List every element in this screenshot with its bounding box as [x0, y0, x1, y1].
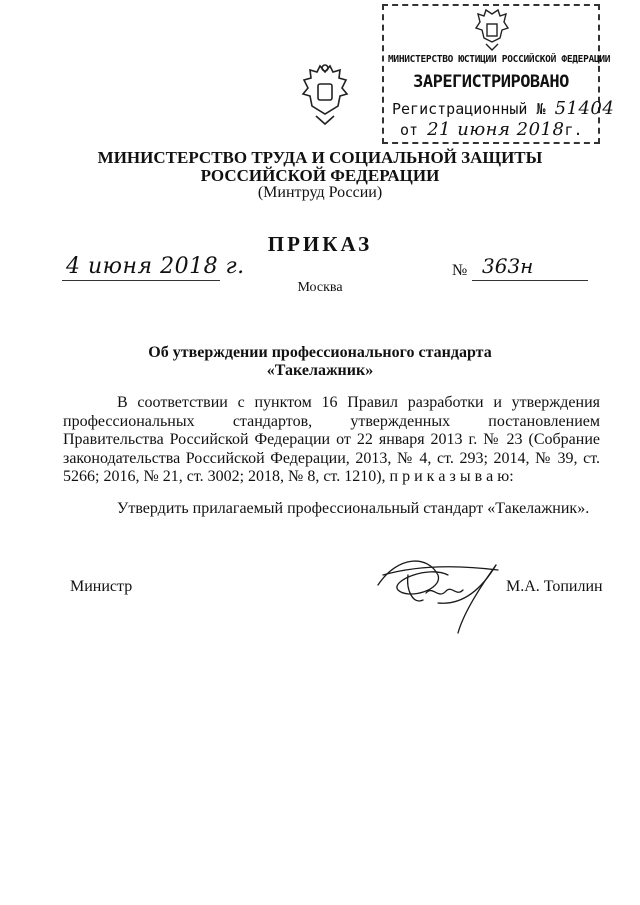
- signature-icon: [368, 545, 518, 635]
- stamp-date-prefix: от: [400, 121, 419, 139]
- ministry-name-line2: РОССИЙСКОЙ ФЕДЕРАЦИИ: [200, 166, 440, 185]
- order-number: 363н: [482, 254, 534, 278]
- stamp-date-value: 21 июня 2018: [427, 119, 565, 140]
- order-date: 4 июня 2018 г.: [66, 254, 245, 279]
- stamp-ministry-text: МИНИСТЕРСТВО ЮСТИЦИИ РОССИЙСКОЙ ФЕДЕРАЦИИ: [388, 54, 611, 65]
- order-decision: Утвердить прилагаемый профессиональный стандарт «Такелажник».: [117, 500, 590, 517]
- order-number-label: №: [452, 262, 468, 279]
- minister-position: Министр: [70, 578, 133, 595]
- order-body-paragraph: В соответствии с пунктом 16 Правил разработки и утверждения профессиональных стандартов, утвержденных постановлением Правительства Российской Федерации от 22 января 2013 г. № 23 (Собрание законодательства Российской Федерации, 2013, № 4, ст. 293; 2014, № 39, ст. 5266; 2016, № 21, ст. 3002; 2018, № 8, ст. 1210), п р и к а з ы в а ю:: [63, 394, 600, 485]
- stamp-registration-number: [392, 98, 614, 119]
- ministry-name-line1: МИНИСТЕРСТВО ТРУДА И СОЦИАЛЬНОЙ ЗАЩИТЫ: [97, 148, 543, 167]
- stamp-date-suffix: г.: [564, 121, 583, 139]
- stamp-date: [400, 119, 583, 140]
- coat-of-arms-icon: [298, 62, 352, 128]
- stamp-registered-text: ЗАРЕГИСТРИРОВАНО: [413, 72, 569, 92]
- order-subject-line1: Об утверждении профессионального стандарта: [148, 344, 492, 361]
- ministry-short-name: (Минтруд России): [257, 184, 383, 201]
- order-subject-line2: «Такелажник»: [266, 362, 374, 379]
- stamp-emblem-icon: [472, 8, 512, 54]
- registration-stamp: [382, 4, 615, 144]
- stamp-reg-value: 51404: [554, 98, 615, 119]
- minister-name: М.А. Топилин: [506, 578, 603, 595]
- order-city: Москва: [297, 280, 343, 295]
- order-title: ПРИКАЗ: [267, 232, 373, 256]
- stamp-reg-label: Регистрационный №: [392, 100, 546, 118]
